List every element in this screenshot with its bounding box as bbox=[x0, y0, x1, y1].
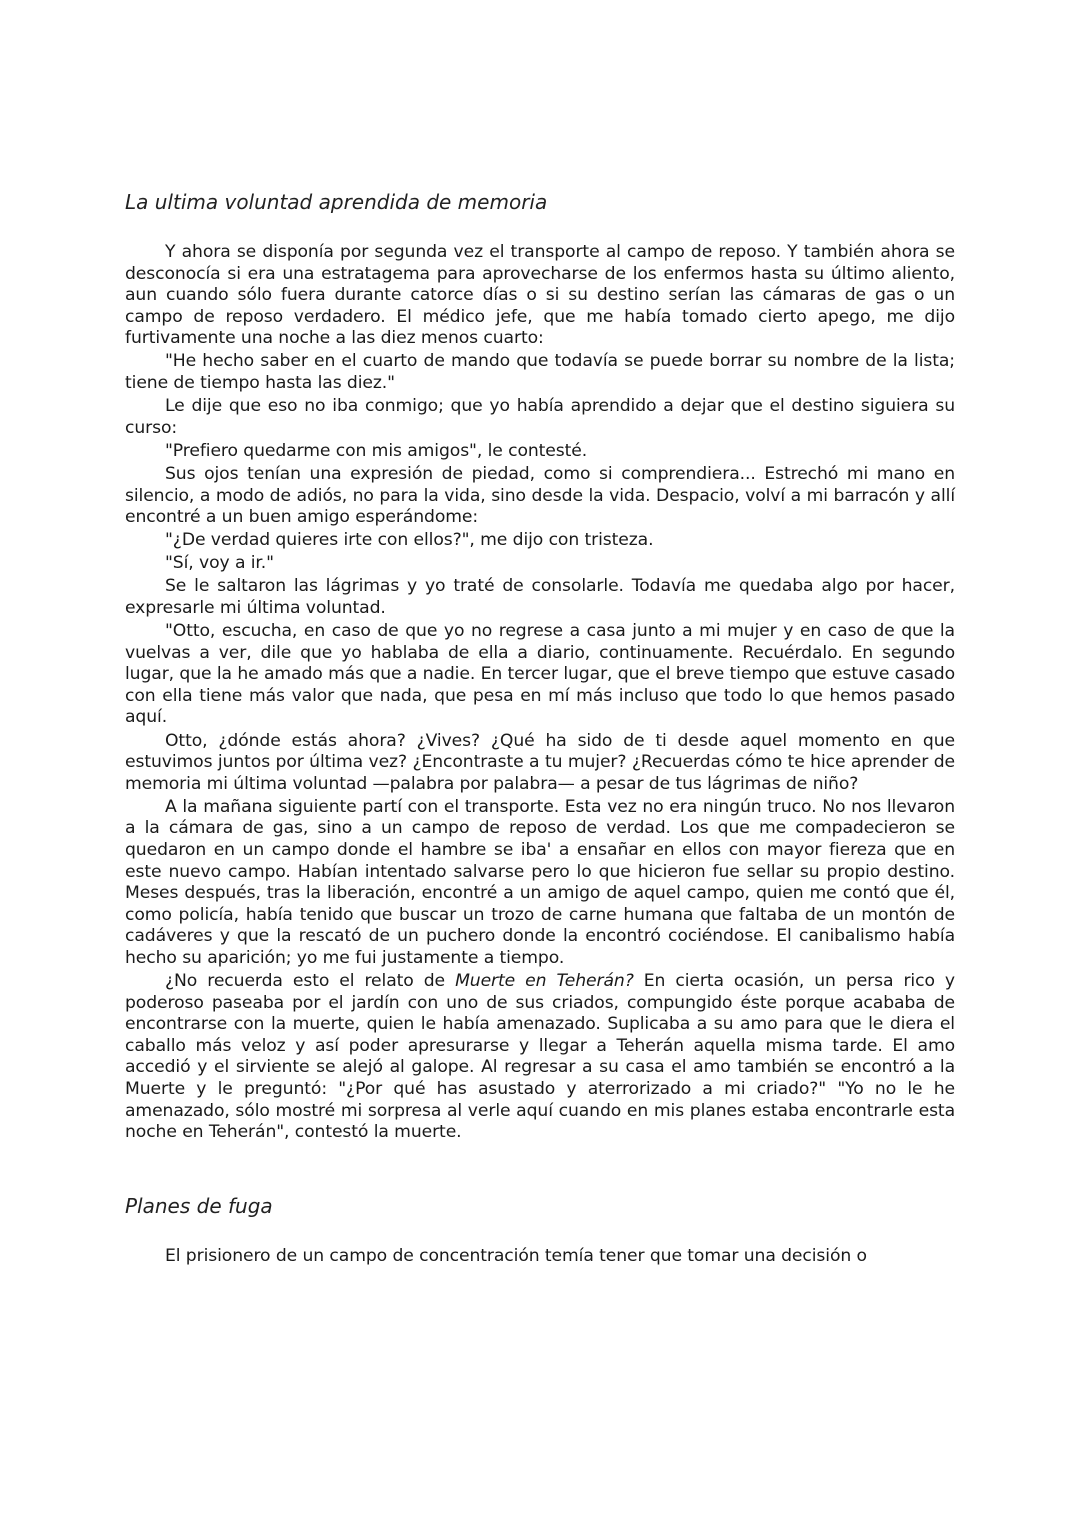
paragraph: "¿De verdad quieres irte con ellos?", me dijo con tristeza. bbox=[165, 530, 654, 551]
paragraph-with-italic-title bbox=[125, 971, 955, 1144]
paragraph: Y ahora se disponía por segunda vez el transporte al campo de reposo. Y también ahora se desconocía si era una estratagema para aprovecharse de los enfermos hasta su último aliento, aun cuando sólo fuera durante catorce días o si su destino serían las cámaras de gas o un campo de reposo verdadero. El médico jefe, que me había tomado cierto apego, me dijo furtivamente una noche a las diez menos cuarto: bbox=[125, 242, 955, 349]
section-heading: Planes de fuga bbox=[125, 1193, 273, 1218]
paragraph: A la mañana siguiente partí con el transporte. Esta vez no era ningún truco. No nos llevaron a la cámara de gas, sino a un campo de reposo de verdad. Los que me compadecieron se quedaron en un campo donde el hambre se iba' a ensañar en ellos con mayor fiereza que en este nuevo campo. Habían intentado salvarse pero lo que hicieron fue sellar su propio destino. Meses después, tras la liberación, encontré a un amigo de aquel campo, quien me contó que él, como policía, había tenido que buscar un trozo de carne humana que faltaba de un montón de cadáveres y que la rescató de un puchero donde la encontró cociéndose. El canibalismo había hecho su aparición; yo me fui justamente a tiempo. bbox=[125, 796, 955, 968]
paragraph: Se le saltaron las lágrimas y yo traté de consolarle. Todavía me quedaba algo por hacer, expresarle mi última voluntad. bbox=[125, 576, 955, 618]
text-run: ¿No recuerda esto el relato de bbox=[165, 971, 456, 992]
text-run: En cierta ocasión, un persa rico y poderoso paseaba por el jardín con uno de sus criados, compungido éste porque acababa de encontrarse con la muerte, quien le había amenazado. Suplicaba a su amo para que le diera el caballo más veloz y así poder apresurarse y llegar a Teherán aquella misma tarde. El amo accedió y el sirviente se alejó al galope. Al regresar a su casa el amo también se encontró a la Muerte y le preguntó: "¿Por qué has asustado y aterrorizado a mi criado?" "Yo no le he amenazado, sólo mostré mi sorpresa al verle aquí cuando en mis planes estaba encontrarle esta noche en Teherán", contestó la muerte. bbox=[125, 971, 955, 1143]
italic-story-title: Muerte en Teherán? bbox=[455, 971, 634, 992]
paragraph: "Prefiero quedarme con mis amigos", le contesté. bbox=[165, 440, 588, 461]
paragraph: El prisionero de un campo de concentración temía tener que tomar una decisión o bbox=[165, 1245, 867, 1266]
document-page bbox=[125, 187, 955, 1269]
paragraph: Le dije que eso no iba conmigo; que yo había aprendido a dejar que el destino siguiera su curso: bbox=[125, 396, 955, 438]
paragraph: "Sí, voy a ir." bbox=[165, 553, 274, 574]
paragraph: Sus ojos tenían una expresión de piedad, como si comprendiera... Estrechó mi mano en silencio, a modo de adiós, no para la vida, sino desde la vida. Despacio, volví a mi barracón y allí encontré a un buen amigo esperándome: bbox=[125, 463, 955, 528]
paragraph: Otto, ¿dónde estás ahora? ¿Vives? ¿Qué ha sido de ti desde aquel momento en que estuvimos juntos por última vez? ¿Encontraste a tu mujer? ¿Recuerdas cómo te hice aprender de memoria mi última voluntad —palabra por palabra— a pesar de tus lágrimas de niño? bbox=[125, 730, 955, 794]
paragraph: "He hecho saber en el cuarto de mando que todavía se puede borrar su nombre de la lista; tiene de tiempo hasta las diez." bbox=[125, 351, 955, 394]
section-heading: La ultima voluntad aprendida de memoria bbox=[125, 190, 548, 214]
paragraph: "Otto, escucha, en caso de que yo no regrese a casa junto a mi mujer y en caso de que la vuelvas a ver, dile que yo hablaba de ella a diario, continuamente. Recuérdalo. En segundo lugar, que la he amado más que a nadie. En tercer lugar, que el breve tiempo que estuve casado con ella tiene más valor que nada, que pesa en mí más incluso que todo lo que hemos pasado aquí. bbox=[125, 621, 955, 728]
